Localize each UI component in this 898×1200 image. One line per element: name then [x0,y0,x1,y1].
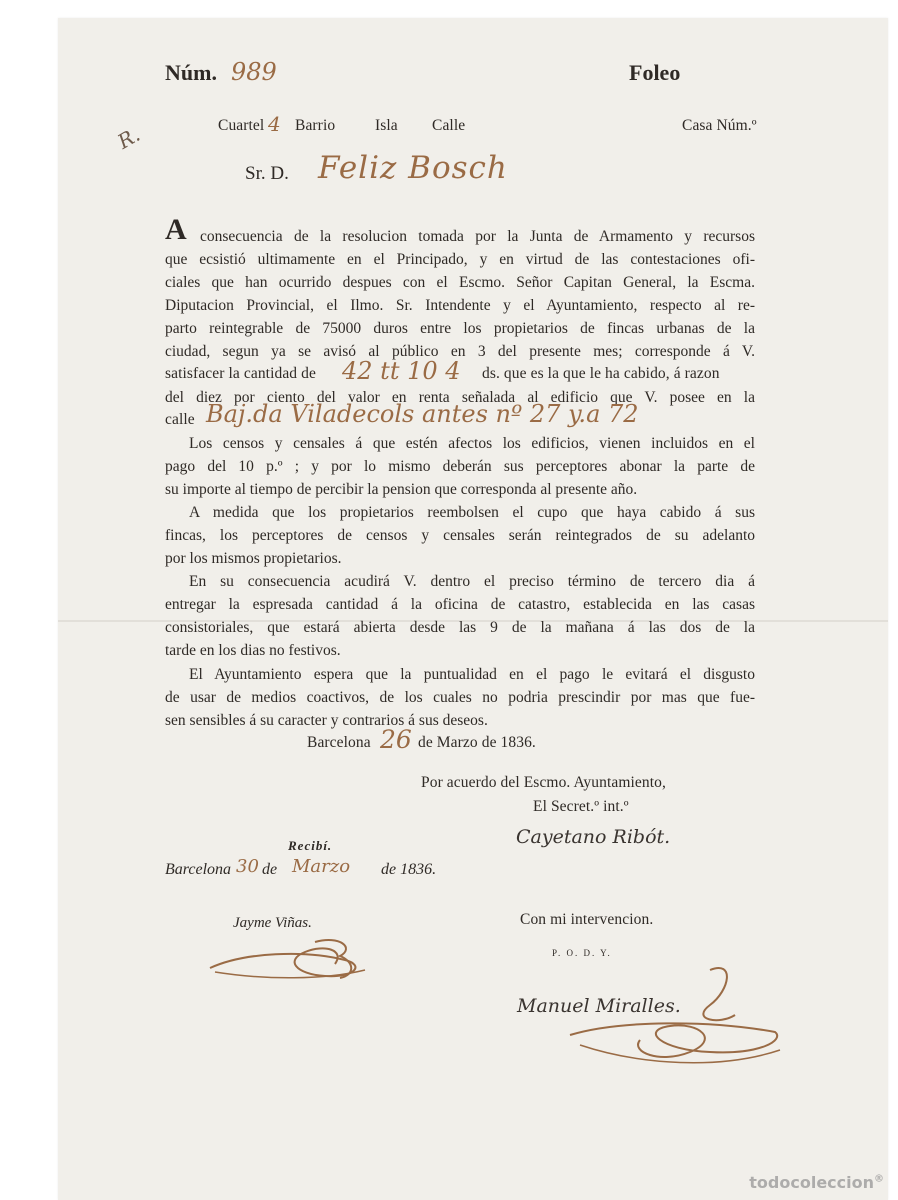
intervention-signature: Manuel Miralles. [517,995,681,1017]
receipt-city: Barcelona [165,861,232,878]
body-line-3: ciales que han ocurrido despues con el Escmo. Señor Capitan General, la Escma. [165,274,755,291]
receipt-year: de 1836. [381,861,437,878]
dateline-rest: de Marzo de 1836. [418,734,536,751]
body-line-8: del diez por ciento del valor en renta señalada al edificio que V. posee en la [165,389,755,406]
rubric-flourish-left [205,930,370,985]
foleo-label: Foleo [629,60,681,85]
drop-cap: A [165,213,187,246]
body-line-7b: ds. que es la que le ha cabido, á razon [482,365,720,382]
amount-handwritten: 42 tt 10 4 [342,357,461,385]
casa-num-label: Casa Núm.º [682,117,757,134]
para2-line-2: pago del 10 p.º ; y por lo mismo deberán sus perceptores abonar la parte de [165,458,755,475]
receipt-month: Marzo [292,856,351,877]
dateline-day: 26 [380,725,412,754]
pody-initials: P. O. D. Y. [552,948,612,958]
para3-line-2: fincas, los perceptores de censos y censales serán reintegrados de su adelanto [165,527,755,544]
num-value: 989 [231,58,277,86]
watermark-registered: ® [874,1173,884,1185]
isla-label: Isla [375,117,398,134]
dateline-city: Barcelona [307,734,371,751]
calle-word: calle [165,411,195,428]
para4-line-4: tarde en los dias no festivos. [165,642,341,659]
para4-line-2: entregar la espresada cantidad á la oficina de catastro, establecida en las casas [165,596,755,613]
watermark-text: todocoleccion [749,1173,874,1192]
receipt-title: Recibí. [288,838,333,853]
body-line-7a: satisfacer la cantidad de [165,365,316,382]
receipt-day: 30 [236,856,259,877]
secretary-signature: Cayetano Ribót. [516,826,671,848]
rubric-flourish-right [560,960,790,1075]
body-line-1: consecuencia de la resolucion tomada por la Junta de Armamento y recursos [200,228,755,245]
para2-line-3: su importe al tiempo de percibir la pension que corresponda al presente año. [165,481,638,498]
body-line-5: parto reintegrable de 75000 duros entre los propietarios de fincas urbanas de la [165,320,755,337]
intervention-label: Con mi intervencion. [520,911,654,928]
para5-line-1: El Ayuntamiento espera que la puntualidad en el pago le evitará el disgusto [189,666,755,683]
margin-note: R. [113,122,144,154]
receipt-signer: Jayme Viñas. [233,915,312,931]
cuartel-value: 4 [268,112,281,136]
para4-line-3: consistoriales, que estará abierta desde las 9 de la mañana á las dos de la [165,619,755,636]
street-handwritten: Baj.da Viladecols antes nº 27 y.a 72 [206,400,639,428]
body-line-4: Diputacion Provincial, el Ilmo. Sr. Intendente y el Ayuntamiento, respecto al re- [165,297,755,314]
para4-line-1: En su consecuencia acudirá V. dentro el preciso término de tercero dia á [189,573,755,590]
para2-line-1: Los censos y censales á que estén afectos los edificios, vienen incluidos en el [189,435,755,452]
watermark [749,1173,884,1192]
receipt-de: de [262,861,278,878]
closing-line-2: El Secret.º int.º [533,798,629,815]
sr-label: Sr. D. [245,163,289,184]
closing-line-1: Por acuerdo del Escmo. Ayuntamiento, [421,774,666,791]
body-line-2: que ecsistió ultimamente en el Principado, y en virtud de las contestaciones ofi- [165,251,755,268]
body-line-6: ciudad, segun ya se avisó al público en 3 del presente mes; corresponde á V. [165,343,755,360]
para5-line-2: de usar de medios coactivos, de los cuales no podria prescindir por mas que fue- [165,689,755,706]
para5-line-3: sen sensibles á su caracter y contrarios á sus deseos. [165,712,488,729]
barrio-label: Barrio [295,117,336,134]
num-label: Núm. [165,60,217,85]
para3-line-1: A medida que los propietarios reembolsen el cupo que haya cabido á sus [189,504,755,521]
cuartel-label: Cuartel [218,117,265,134]
calle-label: Calle [432,117,466,134]
addressee-name: Feliz Bosch [318,150,508,186]
para3-line-3: por los mismos propietarios. [165,550,342,567]
